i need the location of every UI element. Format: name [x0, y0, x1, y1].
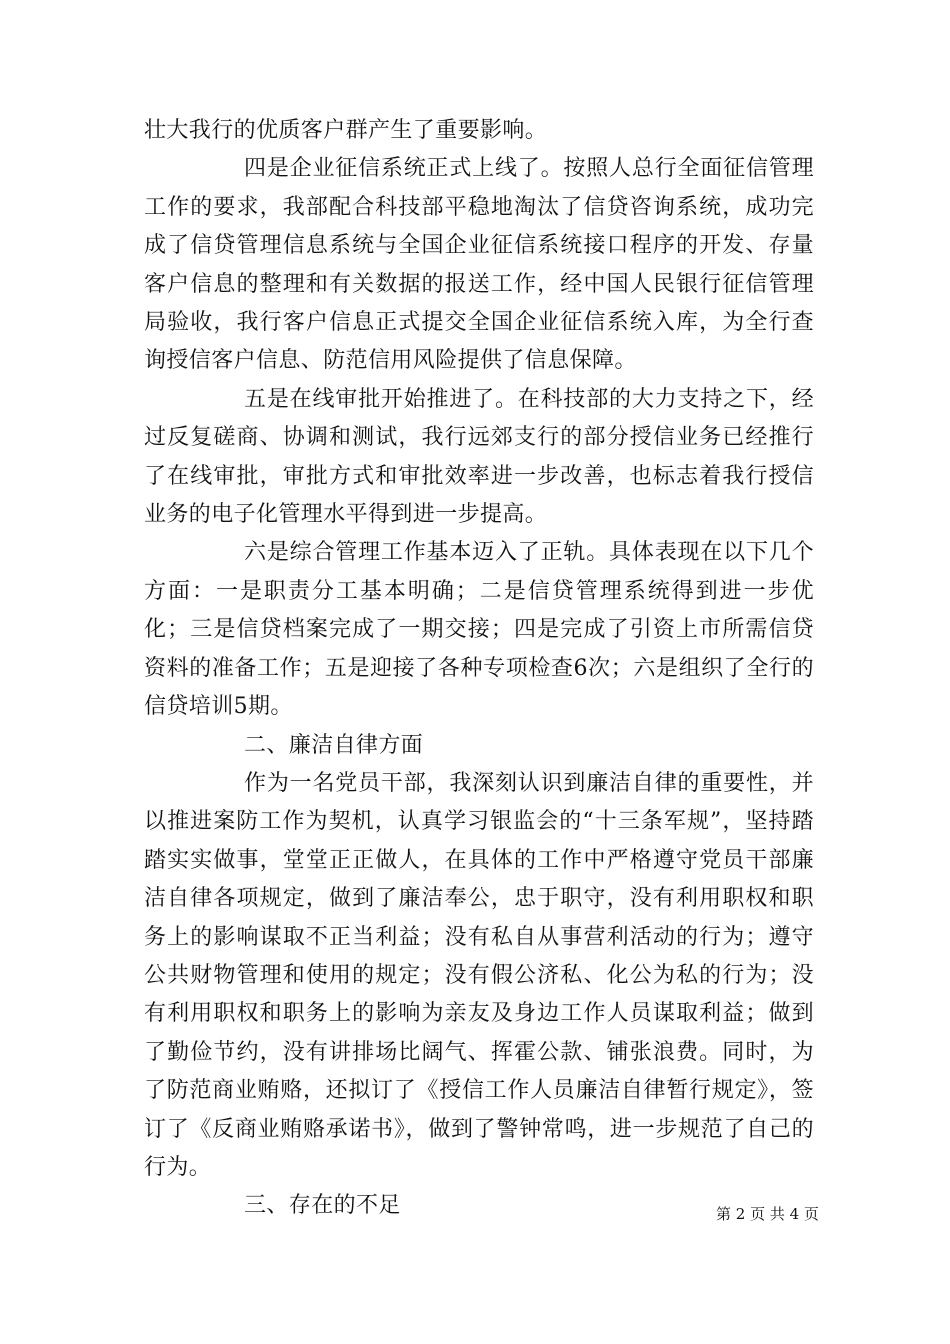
section-heading-shortcomings: 三、存在的不足: [244, 1193, 401, 1219]
paragraph-online-approval: 五是在线审批开始推进了。在科技部的大力支持之下，经过反复磋商、协调和测试，我行远郊支行的部分授信业务已经推行了在线审批，审批方式和审批效率进一步改善，也标志着我行授信业务的电子化管理水平得到进一步提高。: [144, 386, 814, 528]
section-heading-integrity: 二、廉洁自律方面: [244, 732, 424, 758]
paragraph-continuation: 壮大我行的优质客户群产生了重要影响。: [144, 118, 548, 143]
document-body: [144, 112, 814, 1226]
paragraph-comprehensive-management: 六是综合管理工作基本迈入了正轨。具体表现在以下几个方面：一是职责分工基本明确；二是信贷管理系统得到进一步优化；三是信贷档案完成了一期交接；四是完成了引资上市所需信贷资料的准备工作；五是迎接了各种专项检查6次；六是组织了全行的信贷培训5期。: [144, 540, 814, 720]
paragraph-integrity: 作为一名党员干部，我深刻认识到廉洁自律的重要性，并以推进案防工作为契机，认真学习银监会的“十三条军规”，坚持踏踏实实做事，堂堂正正做人，在具体的工作中严格遵守党员干部廉洁自律各项规定，做到了廉洁奉公，忠于职守，没有利用职权和职务上的影响谋取不正当利益；没有私自从事营利活动的行为；遵守公共财物管理和使用的规定；没有假公济私、化公为私的行为；没有利用职权和职务上的影响为亲友及身边工作人员谋取利益；做到了勤俭节约，没有讲排场比阔气、挥霍公款、铺张浪费。同时，为了防范商业贿赂，还拟订了《授信工作人员廉洁自律暂行规定》，签订了《反商业贿赂承诺书》，做到了警钟常鸣，进一步规范了自己的行为。: [144, 770, 814, 1180]
page-number-footer: 第 2 页 共 4 页: [716, 1205, 819, 1223]
paragraph-enterprise-credit-system: 四是企业征信系统正式上线了。按照人总行全面征信管理工作的要求，我部配合科技部平稳地淘汰了信贷咨询系统，成功完成了信贷管理信息系统与全国企业征信系统接口程序的开发、存量客户信息的整理和有关数据的报送工作，经中国人民银行征信管理局验收，我行客户信息正式提交全国企业征信系统入库，为全行查询授信客户信息、防范信用风险提供了信息保障。: [144, 156, 814, 374]
